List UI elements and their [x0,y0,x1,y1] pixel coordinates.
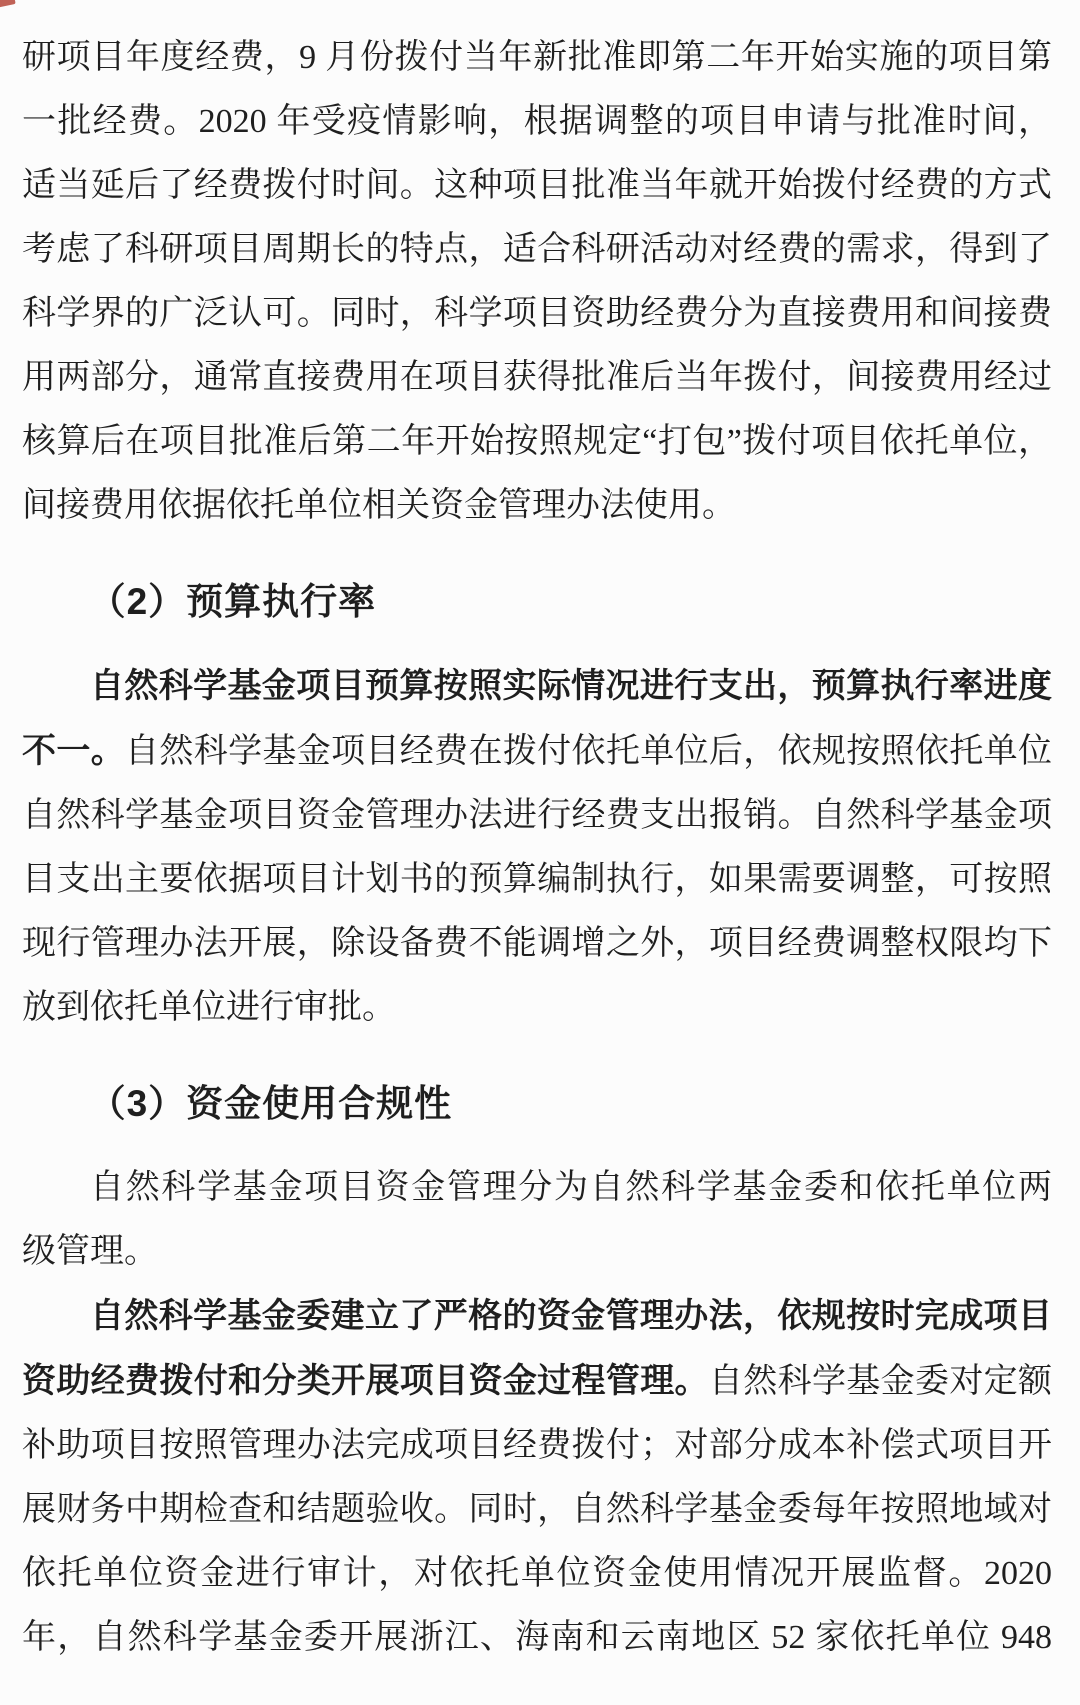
text-line: 科学界的广泛认可。同时，科学项目资助经费分为直接费用和间接费 [22,295,1052,332]
paragraph-funding-allocation [22,26,1052,538]
heading-fund-use-compliance: （3）资金使用合规性 [88,1083,453,1124]
bold-text: 自然科学基金项目预算按照实际情况进行支出，预算执行率进度 [90,667,1052,705]
bold-text: 自然科学基金委建立了严格的资金管理办法，依规按时完成项目 [90,1297,1052,1335]
text-line: 一批经费。2020 年受疫情影响，根据调整的项目申请与批准时间， [22,103,1052,140]
text-line [22,1349,1052,1414]
text-line: 展财务中期检查和结题验收。同时，自然科学基金委每年按照地域对 [22,1491,1052,1528]
text-line: 补助项目按照管理办法完成项目经费拨付；对部分成本补偿式项目开 [22,1427,1052,1464]
paragraph-fund-process-management [22,1284,1052,1670]
bold-text: 资助经费拨付和分类开展项目资金过程管理。 [22,1362,709,1400]
text-line [22,654,1052,719]
text-line: 目支出主要依据项目计划书的预算编制执行，如果需要调整，可按照 [22,861,1052,898]
text-line: 级管理。 [22,1233,158,1270]
text-line: 放到依托单位进行审批。 [22,989,396,1026]
text-line: 用两部分，通常直接费用在项目获得批准后当年拨付，间接费用经过 [22,359,1052,396]
text-line: 自然科学基金项目资金管理分为自然科学基金委和依托单位两 [90,1169,1052,1206]
scan-artifact-mark [0,0,16,8]
text-line: 适当延后了经费拨付时间。这种项目批准当年就开始拨付经费的方式 [22,167,1052,204]
text-line: 自然科学基金项目资金管理办法进行经费支出报销。自然科学基金项 [22,797,1052,834]
text-line: 依托单位资金进行审计，对依托单位资金使用情况开展监督。2020 [22,1555,1052,1592]
text-line [22,719,1052,784]
text-line: 间接费用依据依托单位相关资金管理办法使用。 [22,487,736,524]
paragraph-two-level-management [22,1156,1052,1284]
body-text: 自然科学基金委对定额 [708,1363,1053,1400]
text-line: 现行管理办法开展，除设备费不能调增之外，项目经费调整权限均下 [22,925,1052,962]
body-text: 自然科学基金项目经费在拨付依托单位后，依规按照依托单位 [125,733,1053,770]
text-line [22,1284,1052,1349]
paragraph-budget-execution [22,654,1052,1040]
bold-text: 不一。 [22,732,126,770]
heading-budget-execution-rate: （2）预算执行率 [88,581,377,622]
text-line: 核算后在项目批准后第二年开始按照规定“打包”拨付项目依托单位， [22,423,1052,460]
text-line: 研项目年度经费，9 月份拨付当年新批准即第二年开始实施的项目第 [22,39,1052,76]
text-line: 年，自然科学基金委开展浙江、海南和云南地区 52 家依托单位 948 [22,1619,1052,1656]
text-line: 考虑了科研项目周期长的特点，适合科研活动对经费的需求，得到了 [22,231,1052,268]
